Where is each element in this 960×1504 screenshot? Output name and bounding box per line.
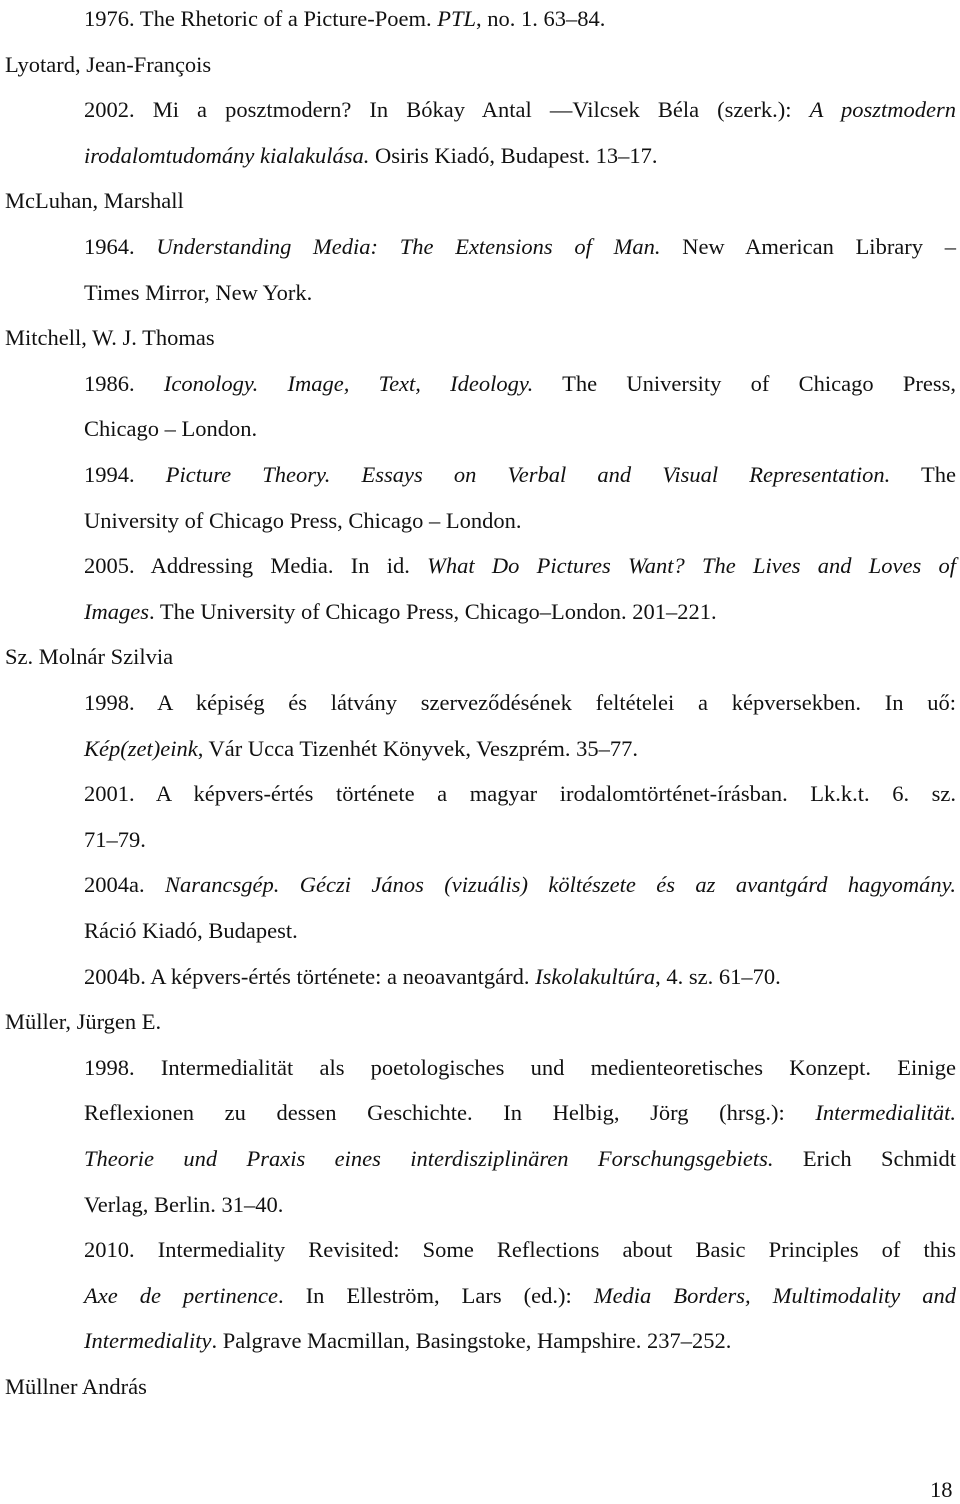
reference-line bbox=[84, 689, 956, 717]
reference-line bbox=[84, 735, 638, 763]
reference-line bbox=[84, 279, 312, 307]
italic-title: What Do Pictures Want? The Lives and Loves of bbox=[427, 553, 956, 579]
text-run: Osiris Kiadó, Budapest. 13–17. bbox=[369, 142, 658, 168]
reference-line bbox=[84, 780, 956, 808]
text-run: 2004a. bbox=[84, 872, 166, 898]
italic-title: Axe de pertinence bbox=[84, 1282, 279, 1308]
text-run: 2001. A képvers-értés története a magyar irodalomtörténet-írásban. Lk.k.t. 6. sz. bbox=[84, 781, 956, 807]
text-run: 1986. bbox=[84, 370, 164, 396]
author-line bbox=[5, 324, 215, 352]
italic-title: irodalomtudomány kialakulása. bbox=[84, 142, 370, 168]
text-run: University of Chicago Press, Chicago – London. bbox=[84, 507, 522, 533]
text-run: New American Library – bbox=[660, 234, 956, 259]
reference-line bbox=[84, 415, 257, 443]
text-run: , 4. sz. 61–70. bbox=[655, 963, 781, 989]
reference-line bbox=[84, 552, 956, 580]
italic-title: PTL bbox=[437, 6, 477, 31]
author-line bbox=[5, 187, 184, 215]
page-number: 18 bbox=[930, 1477, 953, 1502]
text-run: 1998. Intermedialität als poetologisches und medienteoretisches Konzept. Einige bbox=[84, 1054, 956, 1080]
text-run: 71–79. bbox=[84, 826, 146, 852]
text-run: 2010. Intermediality Revisited: Some Reflections about Basic Principles of this bbox=[84, 1237, 956, 1263]
text-run: . In Elleström, Lars (ed.): bbox=[278, 1282, 594, 1308]
italic-title: Understanding Media: The Extensions of Man. bbox=[156, 234, 661, 259]
text-run: Müllner András bbox=[5, 1374, 147, 1399]
italic-title: Narancsgép. Géczi János (vizuális) költészete és az avantgárd hagyomány. bbox=[165, 872, 956, 898]
text-run: Times Mirror, New York. bbox=[84, 279, 313, 305]
italic-title: Media Borders, Multimodality and bbox=[593, 1282, 956, 1308]
text-run: Chicago – London. bbox=[84, 416, 258, 442]
reference-line bbox=[84, 1191, 283, 1219]
reference-line bbox=[84, 370, 956, 398]
italic-title: Iskolakultúra bbox=[535, 963, 656, 989]
text-run: 2002. Mi a posztmodern? In Bókay Antal —Vilcsek Béla (szerk.): bbox=[84, 97, 810, 123]
text-run: 1964. bbox=[84, 234, 157, 259]
reference-line bbox=[84, 233, 956, 261]
reference-line bbox=[84, 917, 298, 945]
text-run: Mitchell, W. J. Thomas bbox=[5, 325, 215, 351]
text-run: 1994. bbox=[84, 462, 166, 487]
author-line bbox=[5, 643, 173, 671]
reference-line bbox=[84, 1236, 956, 1264]
author-line bbox=[5, 1008, 161, 1036]
text-run: , Vár Ucca Tizenhét Könyvek, Veszprém. 35–77. bbox=[197, 735, 639, 761]
text-run: Reflexionen zu dessen Geschichte. In Helbig, Jörg (hrsg.): bbox=[84, 1100, 816, 1126]
reference-line bbox=[84, 461, 956, 489]
italic-title: Iconology. Image, Text, Ideology. bbox=[163, 370, 534, 396]
text-run: Verlag, Berlin. 31–40. bbox=[84, 1191, 284, 1217]
text-run: Lyotard, Jean-François bbox=[5, 51, 212, 77]
text-run: Ráció Kiadó, Budapest. bbox=[84, 918, 298, 943]
reference-line bbox=[84, 963, 781, 991]
italic-title: Theorie und Praxis eines interdisziplinären Forschungsgebiets. bbox=[84, 1146, 774, 1171]
reference-line bbox=[84, 598, 717, 626]
text-run: Sz. Molnár Szilvia bbox=[5, 644, 174, 670]
italic-title: Intermedialität. bbox=[815, 1100, 956, 1126]
text-run: 1976. The Rhetoric of a Picture-Poem. bbox=[84, 6, 438, 31]
italic-title: Picture Theory. Essays on Verbal and Visual Representation. bbox=[165, 462, 891, 487]
text-run: Erich Schmidt bbox=[773, 1146, 956, 1171]
text-run: The University of Chicago Press, bbox=[533, 370, 956, 396]
italic-title: Kép(zet)eink bbox=[84, 735, 198, 761]
reference-line bbox=[84, 1099, 956, 1127]
text-run: The bbox=[890, 462, 957, 487]
reference-line bbox=[84, 1282, 956, 1310]
italic-title: Images bbox=[84, 598, 149, 624]
text-run: . The University of Chicago Press, Chicago–London. 201–221. bbox=[148, 598, 717, 624]
text-run: , no. 1. 63–84. bbox=[476, 6, 606, 31]
text-run: . Palgrave Macmillan, Basingstoke, Hampshire. 237–252. bbox=[211, 1328, 732, 1354]
text-run: 1998. A képiség és látvány szerveződésének feltételei a képversekben. In uő: bbox=[84, 690, 956, 715]
italic-title: A posztmodern bbox=[809, 97, 957, 123]
reference-line bbox=[84, 1327, 731, 1355]
reference-line bbox=[84, 1054, 956, 1082]
text-run: McLuhan, Marshall bbox=[5, 188, 184, 214]
text-run: 2004b. A képvers-értés története: a neoavantgárd. bbox=[84, 963, 536, 989]
reference-line bbox=[84, 5, 605, 33]
reference-line bbox=[84, 142, 658, 170]
reference-line bbox=[84, 96, 956, 124]
reference-line bbox=[84, 871, 956, 899]
reference-line bbox=[84, 826, 146, 854]
author-line bbox=[5, 1373, 147, 1401]
reference-line bbox=[84, 507, 521, 535]
reference-line bbox=[84, 1145, 956, 1173]
italic-title: Intermediality bbox=[84, 1328, 212, 1354]
text-run: 2005. Addressing Media. In id. bbox=[84, 553, 428, 579]
author-line bbox=[5, 51, 211, 79]
text-run: Müller, Jürgen E. bbox=[5, 1009, 162, 1035]
